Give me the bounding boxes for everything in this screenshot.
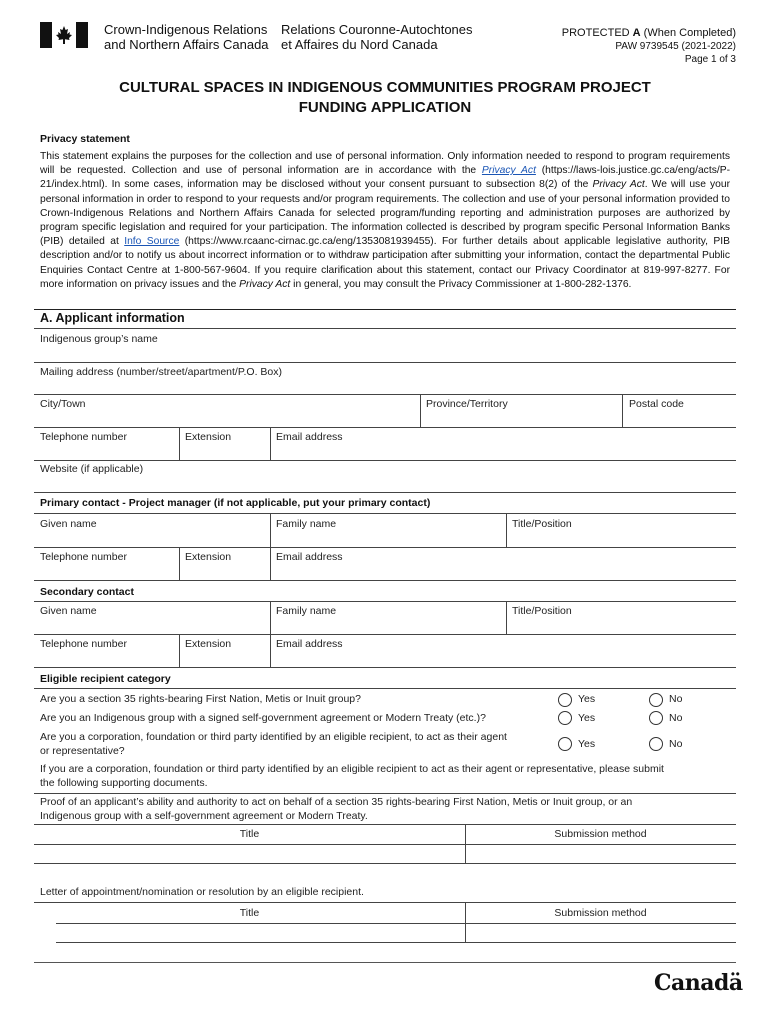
form-number: PAW 9739545 (2021-2022) xyxy=(615,41,736,52)
page-number: Page 1 of 3 xyxy=(684,54,736,65)
group-name-label: Indigenous group’s name xyxy=(40,333,158,345)
primary-given-name-label: Given name xyxy=(40,518,97,530)
mailing-address-field[interactable] xyxy=(36,379,734,394)
applicant-telephone-label: Telephone number xyxy=(40,431,127,443)
proof-submission-field[interactable] xyxy=(467,845,734,862)
secondary-family-name-label: Family name xyxy=(276,605,337,617)
postal-code-field[interactable] xyxy=(624,411,734,427)
privacy-statement: This statement explains the purposes for the collection and use of personal information. Only information needed to respond to program requirements will be requested. Collection and use of personal information are in accordance with the Privacy Act (https://laws-lois.justice.gc.ca/eng/acts/P-21/index.html). In some cases, information may be disclosed without your consent pursuant to subsection 8(2) of the Privacy Act. We will use your personal information in order to respond to your requests and/or program requirements. The collection and use of your personal information provided to Crown-Indigenous Relations and Northern Affairs Canada for selected program/funding reporting and administration purposes are authorized by program specific legislation and required for your participation. The information collected is described by program specific Personal Information Banks (PIB) detailed at Info Source (https://www.rcaanc-cirnac.gc.ca/eng/1353081939455). For further details about applicable legislative authority, PIB description and/or to notify us about incorrect information or to withdraw participation after submitting your information, contact the departmental Public Enquiries Contact Centre at 1-800-567-9604. If you require clarification about this statement, contact our Privacy Coordinator at 819-997-8277. For more information on privacy issues and the Privacy Act in general, you may consult the Privacy Commissioner at 1-800-282-1376. xyxy=(40,151,731,290)
postal-code-label: Postal code xyxy=(629,398,684,410)
q1-yes-label: Yes xyxy=(578,693,596,705)
question-section-35: Are you a section 35 rights-bearing First Nation, Metis or Inuit group? xyxy=(40,693,361,705)
privacy-heading: Privacy statement xyxy=(40,133,130,145)
primary-given-name-field[interactable] xyxy=(36,531,268,547)
website-label: Website (if applicable) xyxy=(40,463,144,475)
info-source-link[interactable]: Info Source xyxy=(124,236,180,248)
form-title-line-2: FUNDING APPLICATION xyxy=(298,99,472,116)
applicant-email-field[interactable] xyxy=(272,444,734,460)
q2-yes-radio[interactable] xyxy=(558,711,572,725)
mailing-address-label: Mailing address (number/street/apartment/P.O. Box) xyxy=(40,366,282,378)
province-label: Province/Territory xyxy=(426,398,508,410)
primary-title-position-field[interactable] xyxy=(508,531,734,547)
secondary-email-label: Email address xyxy=(276,638,343,650)
primary-title-position-label: Title/Position xyxy=(512,518,572,530)
q3-yes-label: Yes xyxy=(578,738,596,750)
province-field[interactable] xyxy=(422,411,620,427)
canada-flag-logo xyxy=(40,22,88,48)
department-name-en-1: Crown-Indigenous Relations xyxy=(104,22,268,37)
letter-title-field[interactable] xyxy=(58,924,463,941)
primary-telephone-label: Telephone number xyxy=(40,551,127,563)
letter-submission-field[interactable] xyxy=(467,924,734,941)
letter-title-column-header: Title xyxy=(239,907,260,919)
q3-no-radio[interactable] xyxy=(649,737,663,751)
form-title-line-1: CULTURAL SPACES IN INDIGENOUS COMMUNITIES PROGRAM PROJECT xyxy=(119,79,651,96)
q2-yes-label: Yes xyxy=(578,712,596,724)
secondary-family-name-field[interactable] xyxy=(272,618,504,634)
secondary-email-field[interactable] xyxy=(272,651,734,667)
canada-wordmark: Canadä xyxy=(654,970,743,996)
letter-submission-column-header: Submission method xyxy=(554,907,647,919)
primary-family-name-field[interactable] xyxy=(272,531,504,547)
primary-email-label: Email address xyxy=(276,551,343,563)
q1-no-label: No xyxy=(669,693,683,705)
city-label: City/Town xyxy=(40,398,86,410)
applicant-email-label: Email address xyxy=(276,431,343,443)
group-name-field[interactable] xyxy=(36,346,734,362)
question-third-party: Are you a corporation, foundation or third party identified by an eligible recipient, to act as their agent or representative? xyxy=(40,731,507,757)
secondary-given-name-label: Given name xyxy=(40,605,97,617)
third-party-note: If you are a corporation, foundation or third party identified by an eligible recipient to act as their agent or representative, please submit the following supporting documents. xyxy=(40,763,664,789)
secondary-telephone-field[interactable] xyxy=(36,651,178,667)
secondary-extension-field[interactable] xyxy=(181,651,269,667)
q1-no-radio[interactable] xyxy=(649,693,663,707)
protected-label: PROTECTED A (When Completed) xyxy=(561,27,736,39)
applicant-extension-field[interactable] xyxy=(181,444,269,460)
secondary-contact-heading: Secondary contact xyxy=(40,586,134,598)
primary-extension-label: Extension xyxy=(185,551,232,563)
primary-extension-field[interactable] xyxy=(181,564,269,580)
primary-email-field[interactable] xyxy=(272,564,734,580)
q3-no-label: No xyxy=(669,738,683,750)
department-name-fr-2: et Affaires du Nord Canada xyxy=(281,37,438,52)
proof-title-field[interactable] xyxy=(36,845,463,862)
website-field[interactable] xyxy=(36,476,734,492)
secondary-telephone-label: Telephone number xyxy=(40,638,127,650)
q1-yes-radio[interactable] xyxy=(558,693,572,707)
proof-title-column-header: Title xyxy=(239,828,260,840)
q2-no-label: No xyxy=(669,712,683,724)
primary-telephone-field[interactable] xyxy=(36,564,178,580)
city-field[interactable] xyxy=(36,411,418,427)
eligible-heading: Eligible recipient category xyxy=(40,673,171,685)
letter-of-appointment-text: Letter of appointment/nomination or resolution by an eligible recipient. xyxy=(40,886,364,898)
proof-of-authority-text: Proof of an applicant’s ability and authority to act on behalf of a section 35 rights-bearing First Nation, Metis or Inuit group, or an Indigenous group with a self-government agreement or Modern Treaty. xyxy=(40,796,633,822)
secondary-extension-label: Extension xyxy=(185,638,232,650)
primary-family-name-label: Family name xyxy=(276,518,337,530)
secondary-title-position-label: Title/Position xyxy=(512,605,572,617)
primary-contact-heading: Primary contact - Project manager (if not applicable, put your primary contact) xyxy=(40,497,431,509)
section-a-heading: A. Applicant information xyxy=(40,311,185,325)
proof-submission-column-header: Submission method xyxy=(554,828,647,840)
secondary-title-position-field[interactable] xyxy=(508,618,734,634)
applicant-extension-label: Extension xyxy=(185,431,232,443)
applicant-telephone-field[interactable] xyxy=(36,444,178,460)
department-name-en-2: and Northern Affairs Canada xyxy=(104,37,269,52)
q3-yes-radio[interactable] xyxy=(558,737,572,751)
secondary-given-name-field[interactable] xyxy=(36,618,268,634)
question-self-government: Are you an Indigenous group with a signed self-government agreement or Modern Treaty (etc.)? xyxy=(40,712,486,724)
department-name-fr-1: Relations Couronne-Autochtones xyxy=(281,22,473,37)
privacy-act-link[interactable]: Privacy Act xyxy=(481,165,536,177)
q2-no-radio[interactable] xyxy=(649,711,663,725)
